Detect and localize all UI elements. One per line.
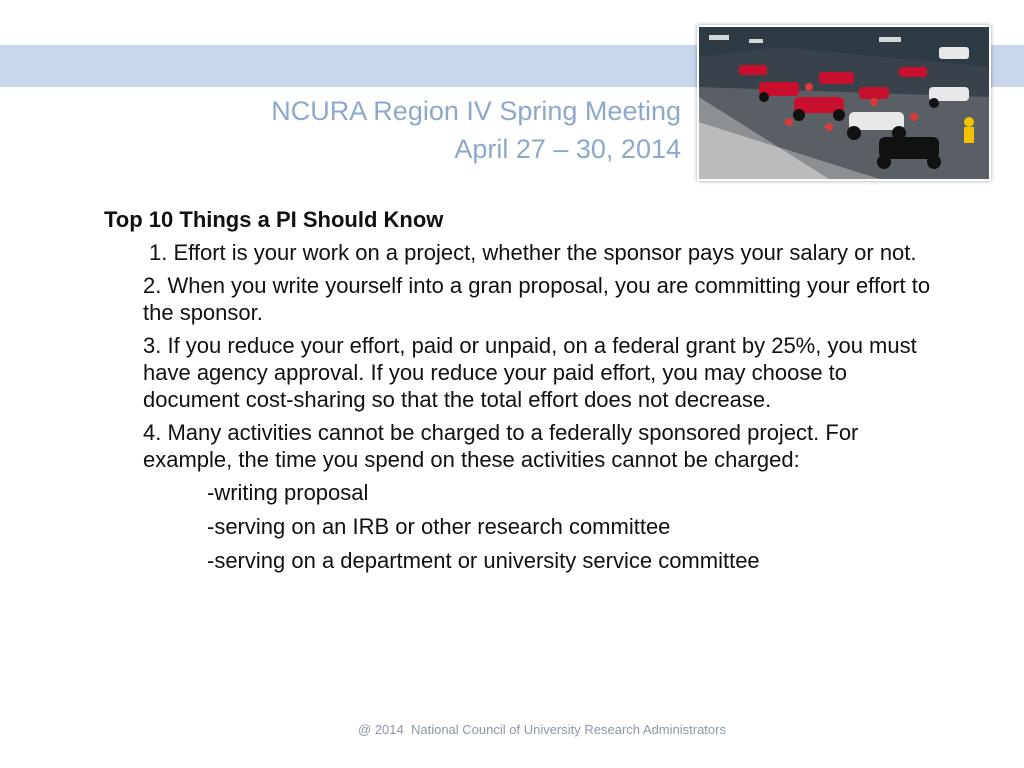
meeting-title-line1: NCURA Region IV Spring Meeting (271, 96, 681, 126)
race-car-pit-stop-photo (697, 25, 991, 181)
sub-list-item: -serving on an IRB or other research committee (207, 514, 671, 539)
list-item: 4. Many activities cannot be charged to a federally sponsored project. For example, the time you spend on these activities cannot be charged: (143, 420, 859, 472)
list-item: 1. Effort is your work on a project, whether the sponsor pays your salary or not. (149, 240, 917, 265)
meeting-title (121, 92, 681, 168)
list-item: 3. If you reduce your effort, paid or unpaid, on a federal grant by 25%, you must have agency approval. If you reduce your paid effort, you may choose to document cost-sharing so that the total effort does not decrease. (143, 333, 917, 412)
photo-image (699, 27, 989, 179)
meeting-date: April 27 – 30, 2014 (454, 134, 681, 164)
sub-list-item: -writing proposal (207, 480, 369, 505)
slide-content (104, 206, 944, 581)
slide-heading: Top 10 Things a PI Should Know (104, 207, 444, 232)
sub-list-item: -serving on a department or university service committee (207, 548, 760, 573)
list-item: 2. When you write yourself into a gran proposal, you are committing your effort to the sponsor. (143, 273, 931, 325)
footer-copyright: @ 2014 National Council of University Research Administrators (358, 722, 726, 737)
